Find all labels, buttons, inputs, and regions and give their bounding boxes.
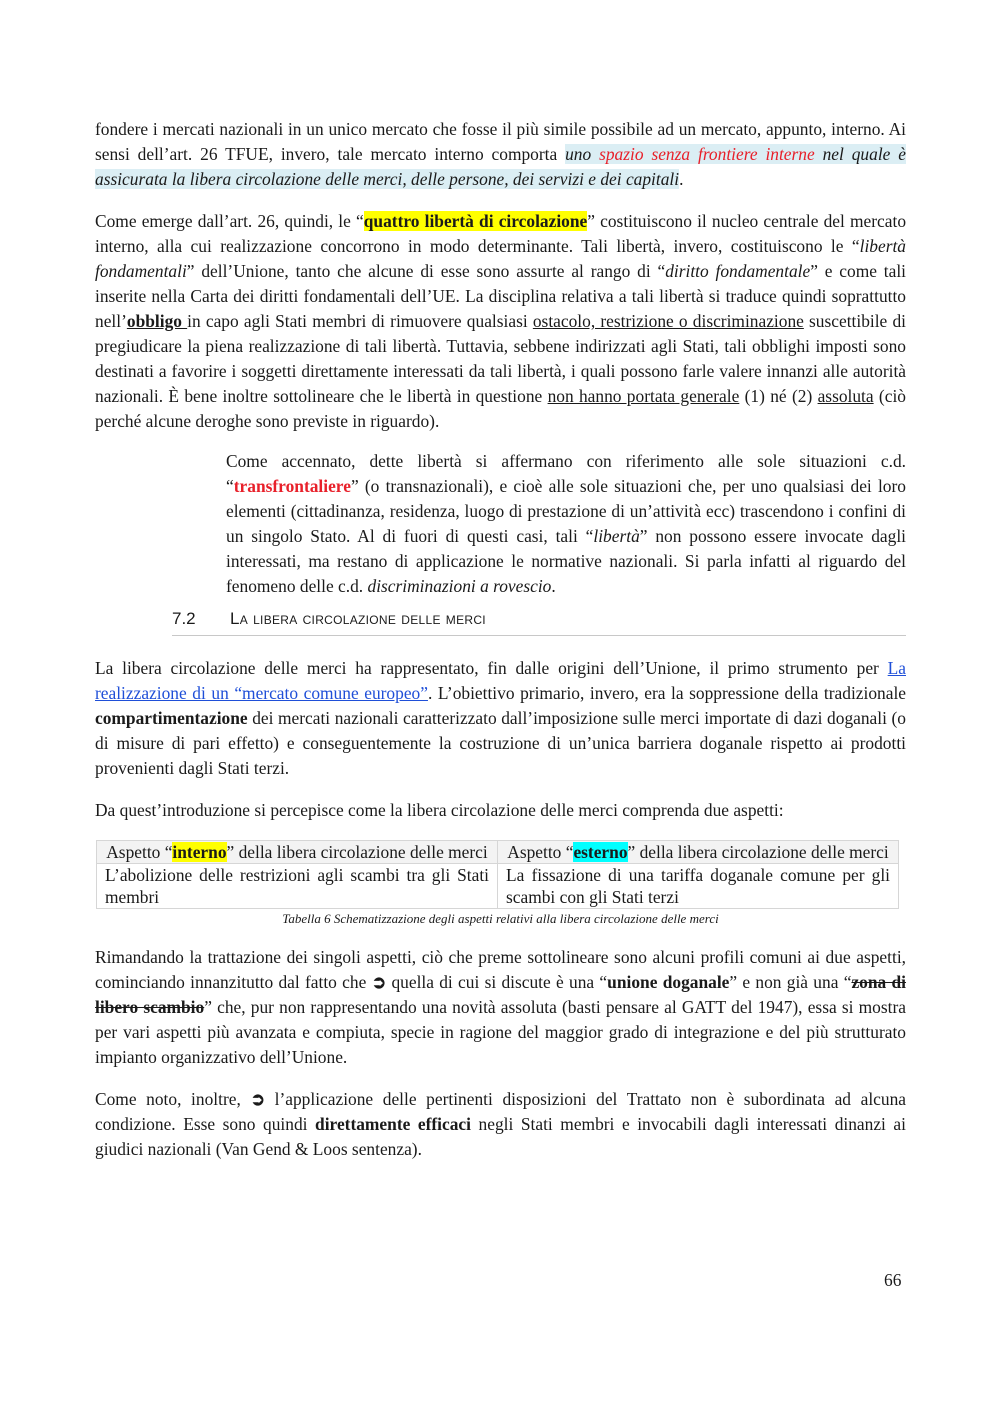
paragraph-intro: fondere i mercati nazionali in un unico mercato che fosse il più simile possibile ad un mercato, appunto, interno. Ai sensi dell’art. 26 TFUE, invero, tale mercato interno comporta uno spazio senza frontiere interne nel quale è assicurata la libera circolazione delle merci, delle persone, dei servizi e dei capitali. <box>95 119 906 189</box>
cell-external-aspect: La fissazione di una tariffa doganale comune per gli scambi con gli Stati terzi <box>498 864 899 909</box>
cell-internal-aspect: L’abolizione delle restrizioni agli scambi tra gli Stati membri <box>97 864 498 909</box>
paragraph-direct-effect: Come noto, inoltre, ➲ l’applicazione delle pertinenti disposizioni del Trattato non è subordinata ad alcuna condizione. Esse sono quindi direttamente efficaci negli Stati membri e invocabili dagli interessati dinanzi ai giudici nazionali (Van Gend & Loos sentenza). <box>95 1089 906 1159</box>
paragraph-free-movement-goods: La libera circolazione delle merci ha rappresentato, fin dalle origini dell’Unione, il primo strumento per La realizzazione di un “mercato comune europeo”. L’obiettivo primario, invero, era la soppressione della tradizionale compartimentazione dei mercati nazionali caratterizzato dall’imposizione sulle merci importate di dazi doganali (o di misure di pari effetto) e conseguentemente la costruzione di un’unica barriera doganale rispetto ai prodotti provenienti dagli Stati terzi. <box>95 658 906 778</box>
page-number: 66 <box>884 1270 902 1290</box>
cross-reference-link[interactable]: La realizzazione di un “mercato comune europeo” <box>95 658 906 703</box>
header-internal-aspect: Aspetto “interno” della libera circolazione delle merci <box>97 841 498 864</box>
struck-text: zona di libero scambio <box>95 972 907 1017</box>
section-heading <box>172 609 906 636</box>
table-row <box>97 864 899 909</box>
document-page <box>95 117 906 1162</box>
arrow-icon: ➲ <box>371 972 387 992</box>
highlight-four-freedoms: quattro libertà di circolazione <box>363 211 588 231</box>
section-number: 7.2 <box>172 609 196 628</box>
indented-note: Come accennato, dette libertà si affermano con riferimento alle sole situazioni c.d. “transfrontaliere” (o transnazionali), e cioè alle sole situazioni che, per uno qualsiasi dei loro elementi (cittadinanza, residenza, luogo di prestazione di un’attività ecc) trascendono i confini di un singolo Stato. Al di fuori di questi casi, tali “libertà” non possono essere invocate dagli interessati, ma restano di applicazione le normative nazionali. Si parla infatti al riguardo del fenomeno delle c.d. discriminazioni a rovescio. <box>226 451 907 596</box>
section-title: La libera circolazione delle merci <box>230 609 486 628</box>
table-caption: Tabella 6 Schematizzazione degli aspetti relativi alla libera circolazione delle merci <box>282 911 719 926</box>
quoted-article-text: uno spazio senza frontiere interne nel quale è assicurata la libera circolazione delle merci, delle persone, dei servizi e dei capitali <box>95 144 906 189</box>
table-header-row <box>97 841 899 864</box>
paragraph-two-aspects: Da quest’introduzione si percepisce come la libera circolazione delle merci comprenda due aspetti: <box>95 800 784 820</box>
arrow-icon: ➲ <box>250 1089 266 1109</box>
paragraph-customs-union: Rimandando la trattazione dei singoli aspetti, ciò che preme sottolineare sono alcuni profili comuni ai due aspetti, cominciando innanzitutto dal fatto che ➲ quella di cui si discute è una “unione doganale” e non già una “zona di libero scambio” che, pur non rappresentando una novità assoluta (basti pensare al GATT del 1947), essa si mostra per vari aspetti più avanzata e compiuta, specie in ragione del maggior grado di integrazione e del più strutturato impianto organizzativo dell’Unione. <box>95 947 907 1067</box>
paragraph-four-freedoms: Come emerge dall’art. 26, quindi, le “quattro libertà di circolazione” costituiscono il nucleo centrale del mercato interno, alla cui realizzazione concorrono in modo determinante. Tali libertà, invero, costituiscono le “libertà fondamentali” dell’Unione, tanto che alcune di esse sono assurte al rango di “diritto fondamentale” e come tali inserite nella Carta dei diritti fondamentali dell’UE. La disciplina relativa a tali libertà si traduce quindi soprattutto nell’obbligo in capo agli Stati membri di rimuovere qualsiasi ostacolo, restrizione o discriminazione suscettibile di pregiudicare la piena realizzazione di tali libertà. Tuttavia, sebbene indirizzati agli Stati, tali obblighi imposti sono destinati a favorire i soggetti direttamente interessati da tali libertà, i quali possono farle valere innanzi alle autorità nazionali. È bene inoltre sottolineare che le libertà in questione non hanno portata generale (1) né (2) assoluta (ciò perché alcune deroghe sono previste in riguardo). <box>95 211 907 431</box>
aspects-table <box>96 840 899 909</box>
header-external-aspect: Aspetto “esterno” della libera circolazione delle merci <box>498 841 899 864</box>
